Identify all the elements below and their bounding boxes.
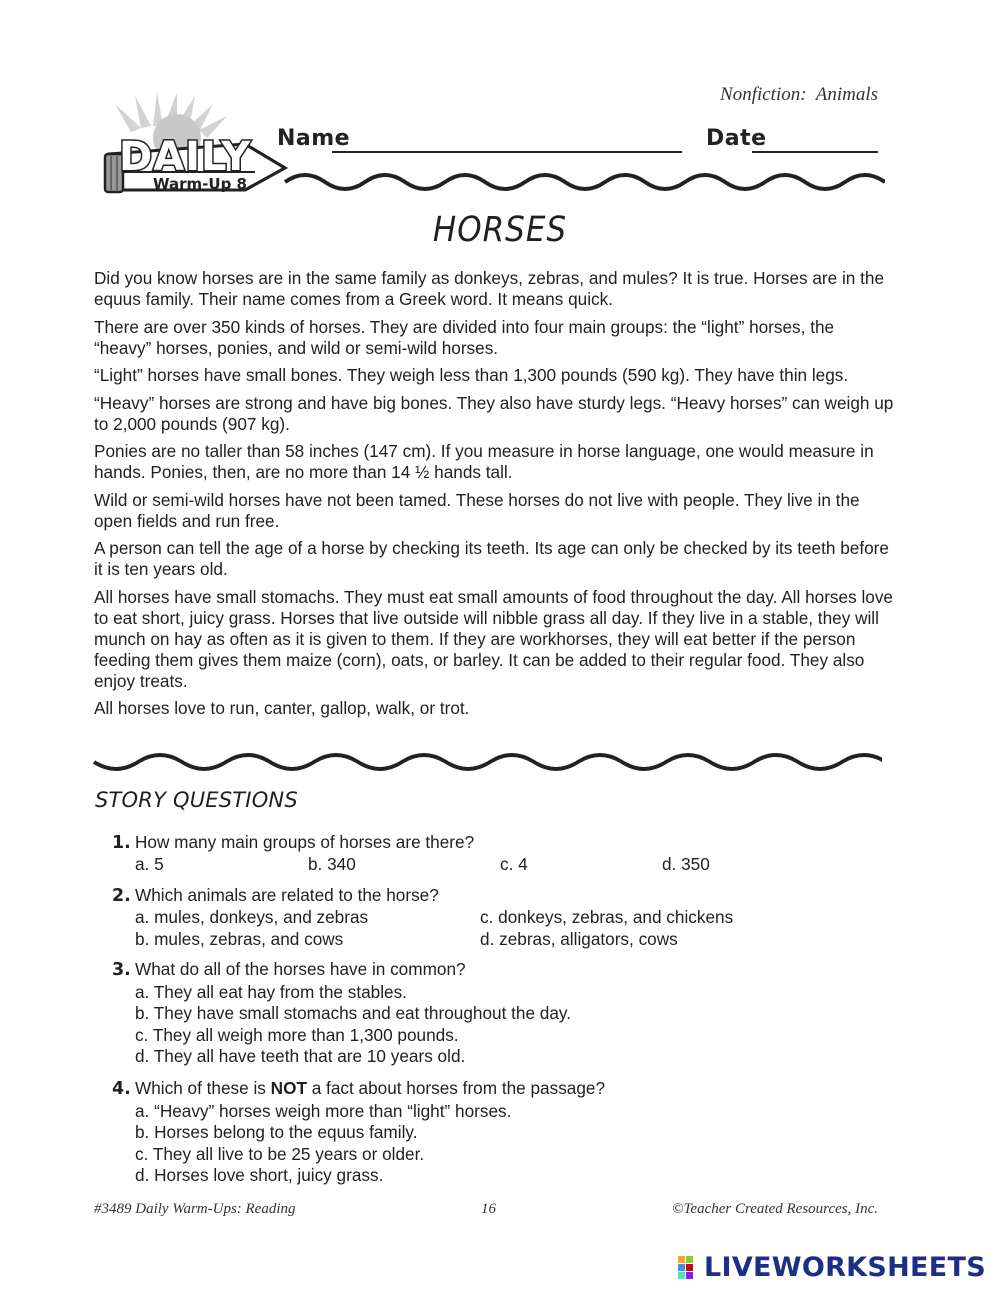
question-text: How many main groups of horses are there? [135, 832, 475, 852]
answer-option[interactable]: d. 350 [662, 854, 710, 874]
question-number: 3. [112, 960, 131, 980]
brand-text: LIVEWORKSHEETS [703, 1252, 986, 1283]
answer-option[interactable]: c. They all weigh more than 1,300 pounds. [135, 1024, 459, 1045]
answer-option[interactable]: b. They have small stomachs and eat throughout the day. [135, 1003, 571, 1023]
answer-option[interactable]: a. mules, donkeys, and zebras [135, 907, 369, 927]
name-label: Name [277, 126, 351, 151]
question-text [135, 1078, 605, 1098]
question-text-part: a fact about horses from the passage? [306, 1078, 606, 1098]
question-number: 2. [112, 886, 131, 906]
question-4 [112, 1078, 892, 1187]
passage-paragraph: “Light” horses have small bones. They weigh less than 1,300 pounds (590 kg). They have thin legs. [94, 365, 849, 385]
answer-option[interactable]: c. 4 [500, 854, 528, 874]
passage-paragraph: “Heavy” horses are strong and have big bones. They also have sturdy legs. “Heavy horses” can weigh up to 2,000 pounds (907 kg). [94, 392, 894, 434]
footer-copyright: ©Teacher Created Resources, Inc. [672, 1201, 878, 1217]
question-text: What do all of the horses have in common? [135, 959, 466, 979]
passage-paragraph: Ponies are no taller than 58 inches (147 cm). If you measure in horse language, one would measure in hands. Ponies, then, are no more than 14 ½ hands tall. [94, 441, 874, 482]
header-wave [285, 175, 885, 189]
question-text: Which animals are related to the horse? [135, 885, 439, 905]
answer-option[interactable]: c. They all live to be 25 years or older. [135, 1143, 425, 1164]
liveworksheets-logo[interactable] [678, 1252, 986, 1283]
question-3 [112, 959, 892, 1068]
liveworksheets-icon [678, 1256, 702, 1280]
passage [94, 268, 894, 726]
question-emphasis: NOT [270, 1078, 307, 1098]
passage-paragraph: A person can tell the age of a horse by checking its teeth. Its age can only be checked by its teeth before it is ten years old. [94, 538, 889, 579]
answer-option[interactable]: d. Horses love short, juicy grass. [135, 1165, 384, 1185]
footer-page-number: 16 [481, 1201, 496, 1217]
answer-option[interactable]: c. donkeys, zebras, and chickens [480, 907, 734, 927]
question-1 [112, 832, 892, 878]
answer-option[interactable]: b. Horses belong to the equus family. [135, 1122, 418, 1142]
question-2 [112, 885, 892, 951]
answer-option[interactable]: d. zebras, alligators, cows [480, 929, 678, 949]
page-title: HORSES [432, 209, 568, 251]
footer-book-title: #3489 Daily Warm-Ups: Reading [94, 1201, 296, 1217]
answer-option[interactable]: a. “Heavy” horses weigh more than “light” horses. [135, 1100, 512, 1121]
logo-word: DAILY [119, 134, 252, 180]
warmup-number: Warm-Up 8 [153, 175, 247, 193]
question-number: 1. [112, 833, 131, 853]
answer-option[interactable]: a. 5 [135, 854, 164, 874]
answer-option[interactable]: a. They all eat hay from the stables. [135, 981, 407, 1002]
question-number: 4. [112, 1079, 131, 1099]
questions-heading: STORY QUESTIONS [95, 788, 298, 812]
date-label: Date [706, 126, 767, 151]
answer-option[interactable]: d. They all have teeth that are 10 years old. [135, 1046, 466, 1066]
passage-paragraph: Did you know horses are in the same family as donkeys, zebras, and mules? It is true. Horses are in the equus family. Their name comes from a Greek word. It means quick. [94, 268, 885, 309]
question-text-part: Which of these is [135, 1078, 271, 1098]
passage-paragraph: All horses love to run, canter, gallop, walk, or trot. [94, 698, 470, 718]
answer-option[interactable]: b. 340 [308, 854, 356, 874]
passage-paragraph: Wild or semi-wild horses have not been tamed. These horses do not live with people. They live in the open fields and run free. [94, 489, 860, 531]
answer-option[interactable]: b. mules, zebras, and cows [135, 929, 344, 949]
passage-paragraph: There are over 350 kinds of horses. They are divided into four main groups: the “light” horses, the “heavy” horses, ponies, and wild or semi-wild horses. [94, 316, 835, 358]
name-field[interactable] [332, 151, 682, 153]
date-field[interactable] [752, 151, 878, 153]
passage-paragraph: All horses have small stomachs. They must eat small amounts of food throughout the day. All horses love to eat short, juicy grass. Horses that live outside will nibble grass all day. If they live in a stable, they will munch on hay as often as it is given to them. If they are workhorses, they will eat better if the person feeding them gives them maize (corn), oats, or barley. It can be added to their regular food. They also enjoy treats. [94, 586, 893, 691]
section-divider-wave [92, 750, 882, 776]
category-label: Nonfiction: Animals [720, 84, 878, 105]
